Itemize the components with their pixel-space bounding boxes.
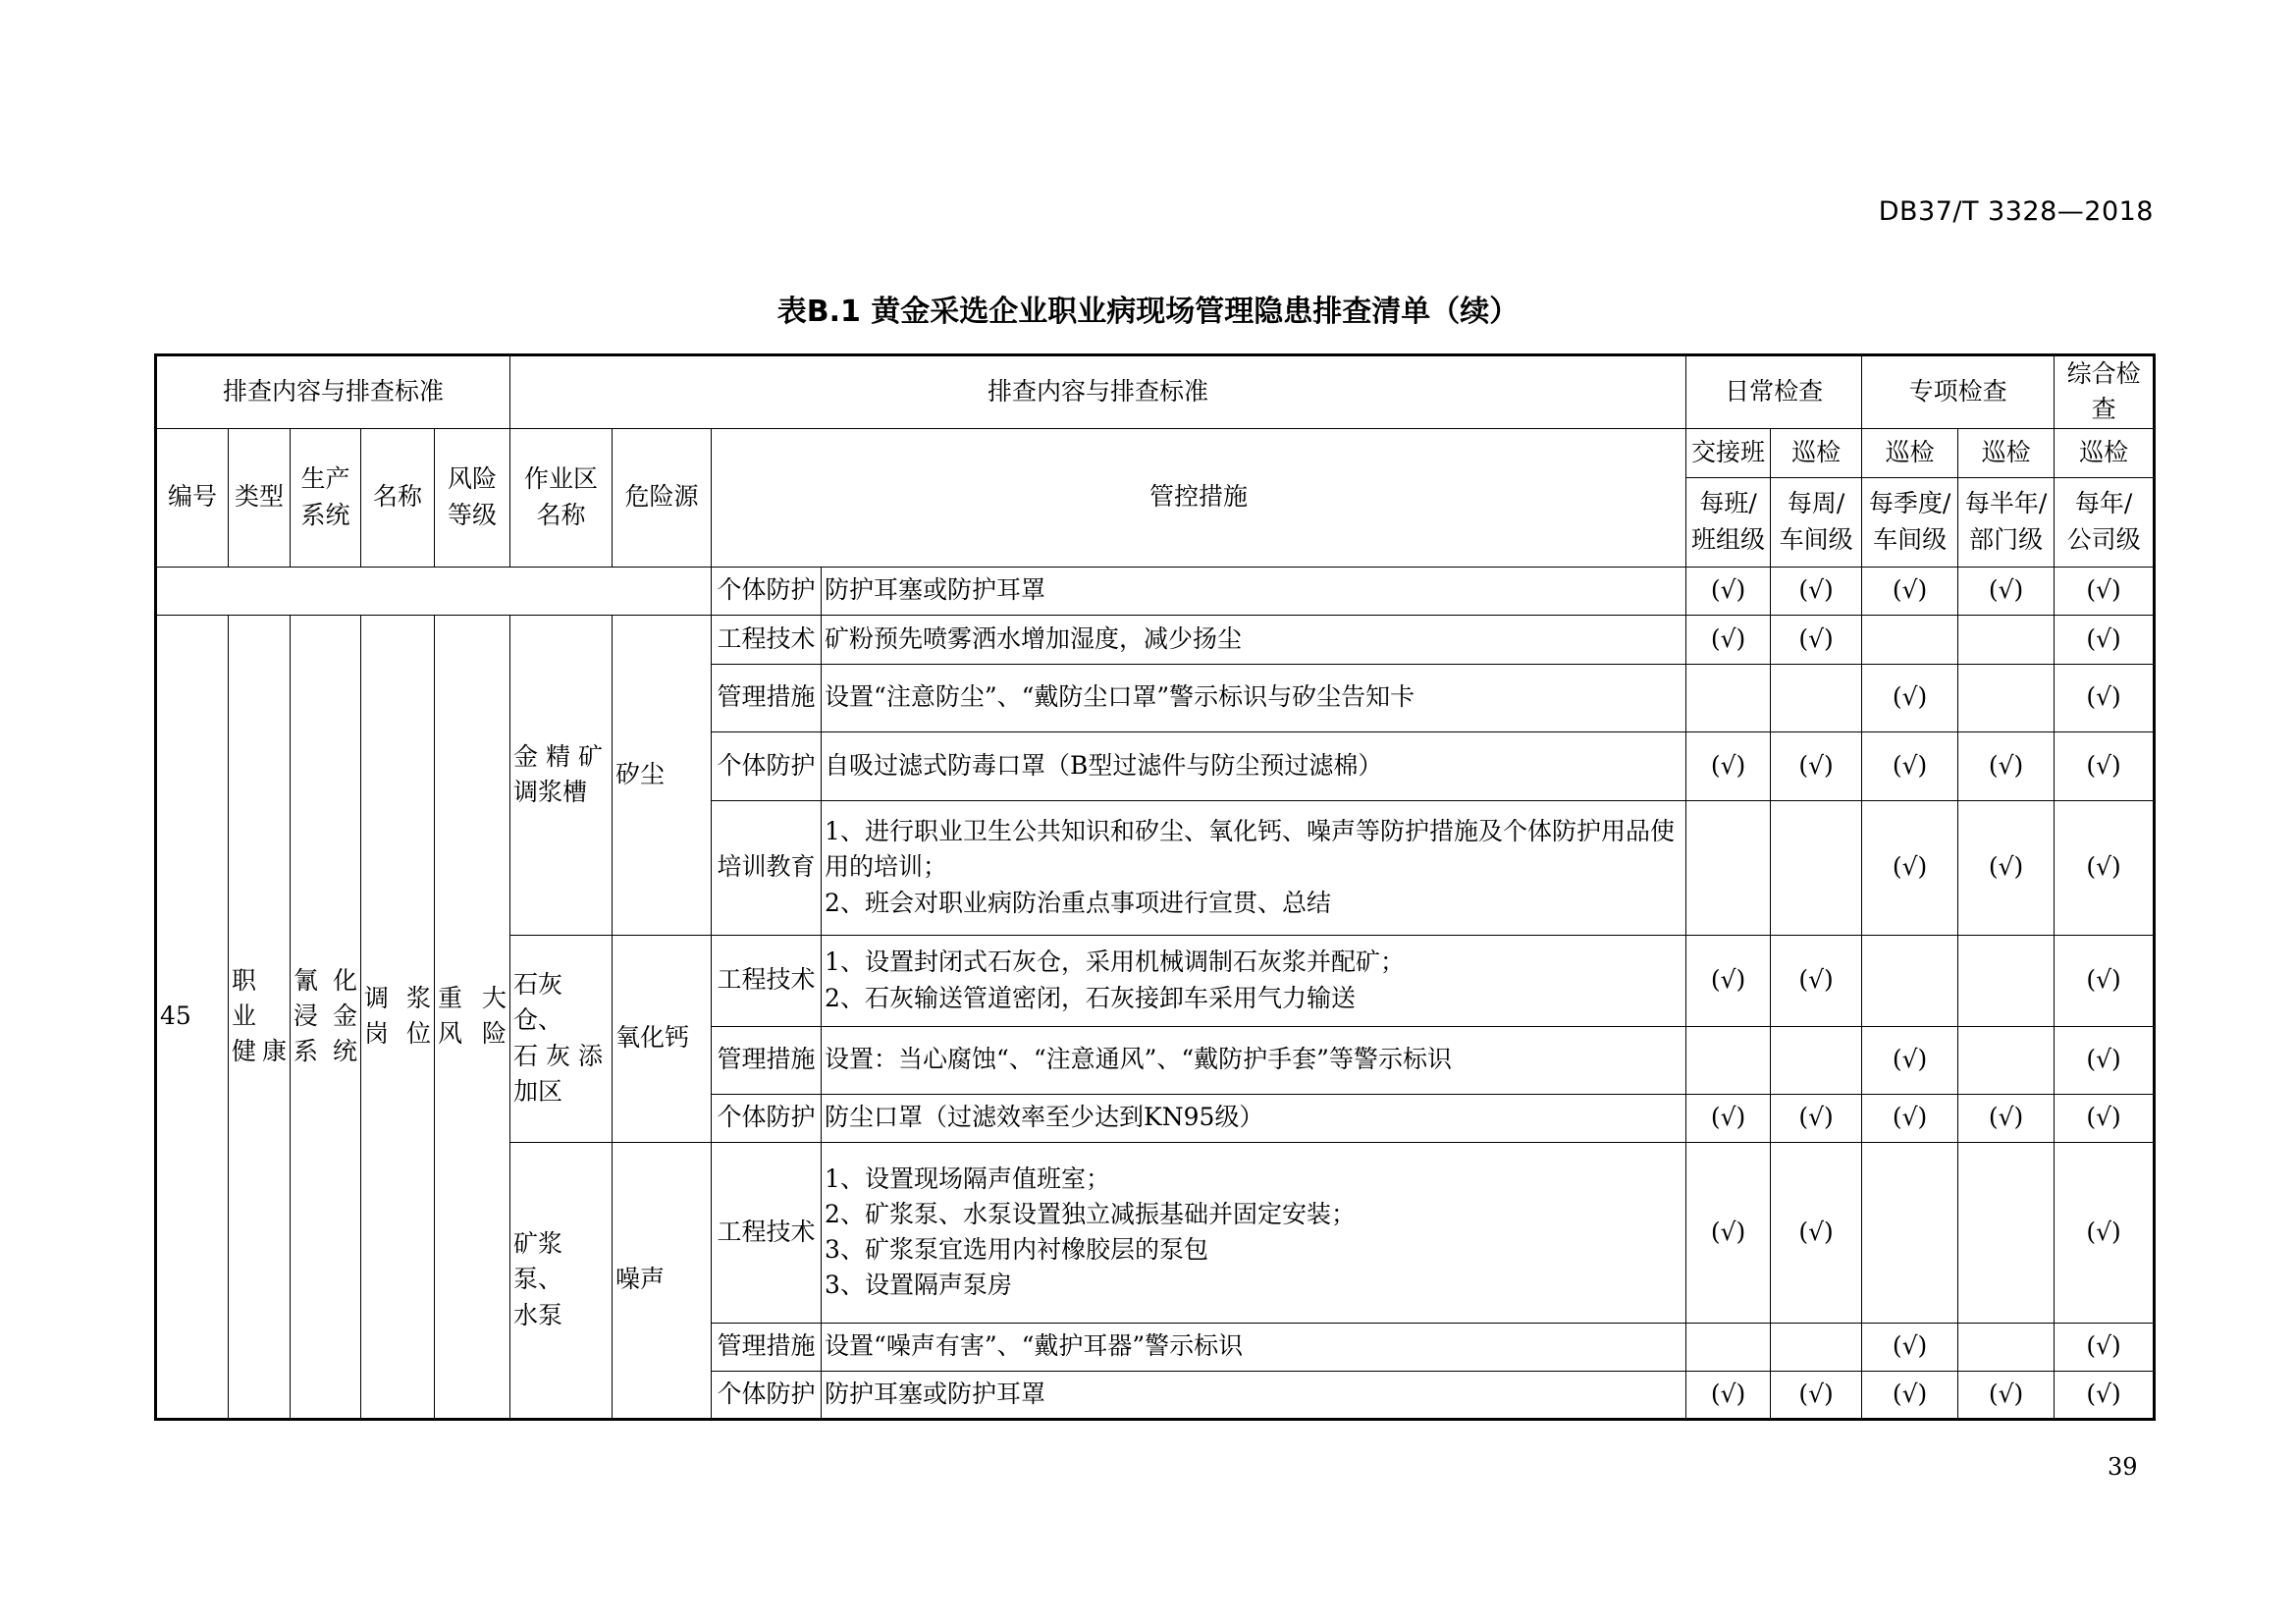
- entry-system: [291, 615, 361, 1419]
- check-mark: (√): [2055, 567, 2155, 615]
- check-mark: [1862, 1142, 1958, 1323]
- check-mark: [1958, 1026, 2055, 1094]
- text-line: 职 业: [232, 965, 257, 1030]
- text-line: 风险: [438, 1019, 507, 1048]
- text-line: 设置“噪声有害”、“戴护耳器”警示标识: [825, 1331, 1244, 1361]
- text-line: 岗位: [364, 1019, 431, 1048]
- check-mark: [1958, 1323, 2055, 1371]
- text-line: 水泵: [513, 1300, 563, 1329]
- check-mark: (√): [2055, 935, 2155, 1026]
- check-mark: (√): [1771, 1142, 1862, 1323]
- text-line: 每周/: [1787, 489, 1845, 518]
- text-line: 矿浆泵、: [513, 1229, 563, 1294]
- text-line: 车间级: [1873, 524, 1948, 554]
- text-line: 风险: [448, 464, 498, 494]
- area-name: [510, 1142, 613, 1419]
- hazard-source: 矽尘: [613, 615, 712, 935]
- check-mark: [1958, 935, 2055, 1026]
- check-mark: [1771, 664, 1862, 731]
- text-line: 2、班会对职业病防治重点事项进行宣贯、总结: [825, 888, 1331, 917]
- check-mark: (√): [2055, 1142, 2155, 1323]
- check-mark: (√): [1686, 1094, 1771, 1142]
- check-frequency: [1958, 477, 2055, 567]
- check-mark: (√): [1862, 567, 1958, 615]
- check-mark: (√): [1862, 1323, 1958, 1371]
- check-type: 巡检: [1862, 428, 1958, 477]
- measure-category: 管理措施: [712, 1323, 822, 1371]
- check-mark: (√): [1771, 935, 1862, 1026]
- check-mark: (√): [1958, 1094, 2055, 1142]
- check-mark: [1686, 1026, 1771, 1094]
- entry-type: [229, 615, 291, 1419]
- col-type: 类型: [229, 428, 291, 567]
- check-mark: [1862, 935, 1958, 1026]
- hazard-source: 噪声: [613, 1142, 712, 1419]
- check-mark: [1771, 800, 1862, 935]
- text-line: 重 大: [438, 983, 507, 1012]
- text-line: 作业区: [524, 464, 599, 494]
- check-frequency: [1771, 477, 1862, 567]
- text-line: 用的培训；: [825, 852, 948, 882]
- check-type: 巡检: [1771, 428, 1862, 477]
- check-mark: (√): [1771, 615, 1862, 664]
- check-mark: (√): [1686, 567, 1771, 615]
- measure-category: 个体防护: [712, 1371, 822, 1419]
- group-special: 专项检查: [1862, 355, 2055, 429]
- text-line: 每半年/: [1964, 489, 2048, 518]
- group-header-mid: 排查内容与排查标准: [510, 355, 1686, 429]
- text-line: 部门级: [1969, 524, 2044, 554]
- text-line: 石灰仓、: [513, 970, 563, 1035]
- entry-number: 45: [156, 615, 229, 1419]
- measure-text: [822, 664, 1686, 731]
- check-mark: (√): [1958, 567, 2055, 615]
- text-line: 2、矿浆泵、水泵设置独立减振基础并固定安装；: [825, 1199, 1356, 1228]
- measure-text: [822, 1094, 1686, 1142]
- check-mark: (√): [1862, 1094, 1958, 1142]
- col-name: 名称: [361, 428, 435, 567]
- text-line: 等级: [448, 500, 498, 529]
- measure-category: 个体防护: [712, 1094, 822, 1142]
- text-line: 2、石灰输送管道密闭，石灰接卸车采用气力输送: [825, 983, 1356, 1012]
- check-mark: (√): [1862, 731, 1958, 800]
- measure-category: 工程技术: [712, 935, 822, 1026]
- document-number: DB37/T 3328—2018: [1878, 196, 2154, 227]
- text-line: 加区: [513, 1076, 563, 1106]
- check-mark: [1686, 800, 1771, 935]
- check-mark: (√): [2055, 1371, 2155, 1419]
- text-line: 名称: [536, 500, 586, 529]
- measure-category: 工程技术: [712, 615, 822, 664]
- text-line: 公司级: [2066, 524, 2141, 554]
- table-title: 表B.1 黄金采选企业职业病现场管理隐患排查清单（续）: [776, 295, 1520, 329]
- check-mark: [1771, 1323, 1862, 1371]
- measure-text: 防护耳塞或防护耳罩: [822, 567, 1686, 615]
- measure-text: [822, 1323, 1686, 1371]
- text-line: 调 浆: [364, 983, 431, 1012]
- text-line: 1、进行职业卫生公共知识和矽尘、氧化钙、噪声等防护措施及个体防护用品使: [825, 817, 1675, 846]
- page-number: 39: [2108, 1453, 2138, 1481]
- check-mark: [1958, 615, 2055, 664]
- check-mark: (√): [1958, 1371, 2055, 1419]
- text-line: 防尘口罩（过滤效率至少达到KN95级）: [825, 1103, 1264, 1132]
- col-system: [291, 428, 361, 567]
- check-mark: [1958, 664, 2055, 731]
- check-mark: [1686, 664, 1771, 731]
- text-line: 调浆槽: [513, 778, 588, 806]
- check-mark: (√): [2055, 1323, 2155, 1371]
- text-line: 每季度/: [1868, 489, 1951, 518]
- measure-text: [822, 615, 1686, 664]
- text-line: 每年/: [2074, 489, 2133, 518]
- check-mark: (√): [1686, 1371, 1771, 1419]
- check-mark: [1686, 1323, 1771, 1371]
- check-frequency: [1686, 477, 1771, 567]
- check-mark: (√): [2055, 800, 2155, 935]
- measure-text: [822, 1142, 1686, 1323]
- check-mark: (√): [2055, 1094, 2155, 1142]
- check-mark: (√): [1686, 935, 1771, 1026]
- check-mark: (√): [1862, 1371, 1958, 1419]
- text-line: 班组级: [1691, 524, 1766, 554]
- measure-text: [822, 800, 1686, 935]
- measure-text: [822, 731, 1686, 800]
- text-line: 石 灰 添: [513, 1041, 603, 1070]
- check-mark: (√): [1686, 731, 1771, 800]
- group-daily: 日常检查: [1686, 355, 1862, 429]
- measure-text: [822, 1026, 1686, 1094]
- group-comprehensive: 综合检查: [2055, 355, 2155, 429]
- hazard-source: 氧化钙: [613, 935, 712, 1142]
- text-line: 3、矿浆泵宜选用内衬橡胶层的泵包: [825, 1235, 1208, 1264]
- check-mark: [1771, 1026, 1862, 1094]
- text-line: 防护耳塞或防护耳罩: [825, 1379, 1046, 1408]
- measure-category: 培训教育: [712, 800, 822, 935]
- text-line: 1、设置现场隔声值班室；: [825, 1164, 1110, 1193]
- measure-category: 管理措施: [712, 1026, 822, 1094]
- measure-category: 个体防护: [712, 731, 822, 800]
- text-line: 浸 金: [294, 1001, 357, 1030]
- measure-category: 管理措施: [712, 664, 822, 731]
- check-frequency: [2055, 477, 2155, 567]
- text-line: 生产: [300, 464, 350, 494]
- check-mark: (√): [1771, 731, 1862, 800]
- text-line: 金 精 矿: [513, 741, 603, 771]
- check-mark: (√): [1686, 1142, 1771, 1323]
- check-mark: (√): [1862, 1026, 1958, 1094]
- col-hazard: 危险源: [613, 428, 712, 567]
- entry-name: [361, 615, 435, 1419]
- text-line: 设置“注意防尘”、“戴防尘口罩”警示标识与矽尘告知卡: [825, 682, 1415, 712]
- check-type: 巡检: [2055, 428, 2155, 477]
- text-line: 自吸过滤式防毒口罩（B型过滤件与防尘预过滤棉）: [825, 750, 1383, 780]
- check-mark: (√): [1771, 1094, 1862, 1142]
- measure-category: 个体防护: [712, 567, 822, 615]
- text-line: 设置：当心腐蚀“、“注意通风”、“戴防护手套”等警示标识: [825, 1045, 1452, 1074]
- check-mark: (√): [2055, 1026, 2155, 1094]
- measure-category: 工程技术: [712, 1142, 822, 1323]
- check-mark: (√): [2055, 731, 2155, 800]
- text-line: 系统: [294, 1037, 357, 1066]
- carry-blank: [156, 567, 712, 615]
- check-type: 巡检: [1958, 428, 2055, 477]
- check-mark: (√): [1771, 1371, 1862, 1419]
- area-name: [510, 615, 613, 935]
- text-line: 每班/: [1699, 489, 1757, 518]
- text-line: 系统: [300, 500, 350, 529]
- col-measures: 管控措施: [712, 428, 1686, 567]
- text-line: 健康: [232, 1037, 287, 1066]
- measure-text: [822, 1371, 1686, 1419]
- check-mark: (√): [1862, 664, 1958, 731]
- check-mark: (√): [2055, 664, 2155, 731]
- entry-risk: [435, 615, 510, 1419]
- check-frequency: [1862, 477, 1958, 567]
- measure-text: [822, 935, 1686, 1026]
- text-line: 氰 化: [294, 965, 357, 995]
- text-line: 矿粉预先喷雾洒水增加湿度，减少扬尘: [825, 623, 1243, 653]
- group-header-left: 排查内容与排查标准: [156, 355, 510, 429]
- inspection-table: [154, 353, 2156, 1421]
- check-mark: [1862, 615, 1958, 664]
- check-mark: (√): [1958, 731, 2055, 800]
- check-mark: [1958, 1142, 2055, 1323]
- check-type: 交接班: [1686, 428, 1771, 477]
- text-line: 车间级: [1779, 524, 1853, 554]
- col-area: [510, 428, 613, 567]
- text-line: 1、设置封闭式石灰仓，采用机械调制石灰浆并配矿；: [825, 947, 1405, 977]
- area-name: [510, 935, 613, 1142]
- text-line: 3、设置隔声泵房: [825, 1271, 1012, 1300]
- col-number: 编号: [156, 428, 229, 567]
- col-risk: [435, 428, 510, 567]
- check-mark: (√): [1686, 615, 1771, 664]
- check-mark: (√): [1862, 800, 1958, 935]
- check-mark: (√): [2055, 615, 2155, 664]
- check-mark: (√): [1771, 567, 1862, 615]
- check-mark: (√): [1958, 800, 2055, 935]
